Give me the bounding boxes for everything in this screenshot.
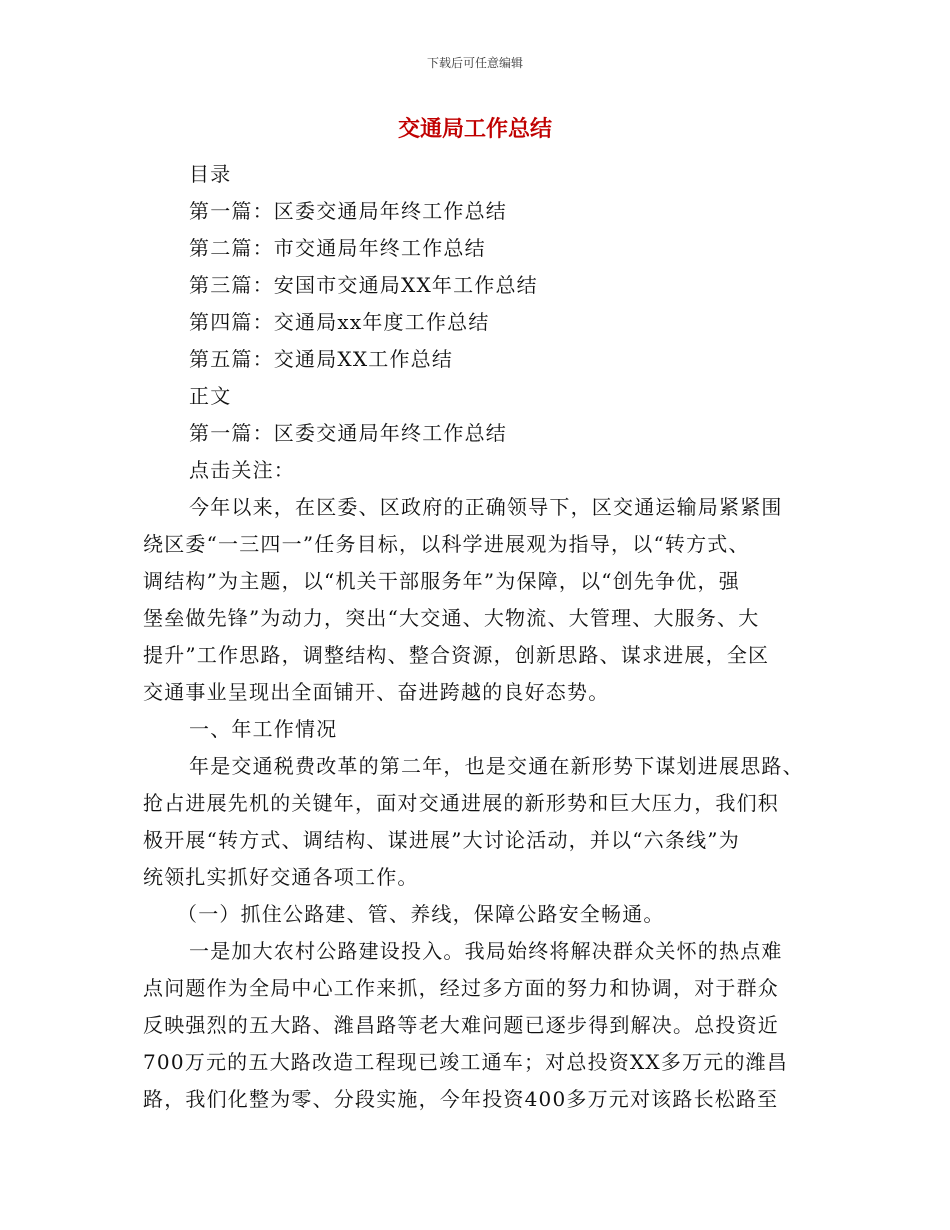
paragraph-line: 今年以来，在区委、区政府的正确领导下，区交通运输局紧紧围 [189, 495, 783, 519]
chapter-title: 第一篇：区委交通局年终工作总结 [189, 421, 507, 445]
paragraph-intro [143, 489, 795, 711]
paragraph-line: 700万元的五大路改造工程现已竣工通车；对总投资XX多万元的潍昌 [143, 1050, 789, 1074]
document-body [143, 156, 804, 1118]
paragraph-line: 调结构”为主题，以“机关干部服务年”为保障，以“创先争优，强 [143, 569, 740, 593]
toc-heading: 目录 [189, 162, 232, 186]
paragraph-line: 极开展“转方式、调结构、谋进展”大讨论活动，并以“六条线”为 [143, 828, 740, 852]
paragraph-line: 交通事业呈现出全面铺开、奋进跨越的良好态势。 [143, 680, 610, 704]
body-heading: 正文 [189, 384, 232, 408]
paragraph-line: 一是加大农村公路建设投入。我局始终将解决群众关怀的热点难 [189, 939, 783, 963]
paragraph-line: 堡垒做先锋”为动力，突出“大交通、大物流、大管理、大服务、大 [143, 606, 760, 630]
click-follow-label: 点击关注： [189, 458, 295, 482]
paragraph-overview [143, 748, 804, 896]
document-title: 交通局工作总结 [397, 117, 552, 142]
paragraph-line: 统领扎实抓好交通各项工作。 [143, 865, 419, 889]
section-heading: 一、年工作情况 [189, 717, 338, 741]
paragraph-line: 绕区委“一三四一”任务目标，以科学进展观为指导，以“转方式、 [143, 532, 750, 556]
toc-item: 第二篇：市交通局年终工作总结 [189, 236, 486, 260]
paragraph-line: 点问题作为全局中心工作来抓，经过多方面的努力和协调，对于群众 [143, 976, 779, 1000]
paragraph-roads [143, 933, 795, 1118]
paragraph-line: 路，我们化整为零、分段实施，今年投资400多万元对该路长松路至 [143, 1087, 779, 1111]
toc-item: 第一篇：区委交通局年终工作总结 [189, 199, 507, 223]
paragraph-line: 反映强烈的五大路、潍昌路等老大难问题已逐步得到解决。总投资近 [143, 1013, 779, 1037]
toc-item: 第四篇：交通局xx年度工作总结 [189, 310, 490, 334]
paragraph-line: 年是交通税费改革的第二年，也是交通在新形势下谋划进展思路、 [189, 754, 804, 778]
subsection-heading: （一）抓住公路建、管、养线，保障公路安全畅通。 [177, 902, 665, 926]
paragraph-line: 提升”工作思路，调整结构、整合资源，创新思路、谋求进展，全区 [143, 643, 770, 667]
toc-item: 第三篇：安国市交通局XX年工作总结 [189, 273, 538, 297]
paragraph-line: 抢占进展先机的关键年，面对交通进展的新形势和巨大压力，我们积 [143, 791, 779, 815]
header-note: 下载后可任意编辑 [426, 56, 523, 70]
toc-item: 第五篇：交通局XX工作总结 [189, 347, 454, 371]
